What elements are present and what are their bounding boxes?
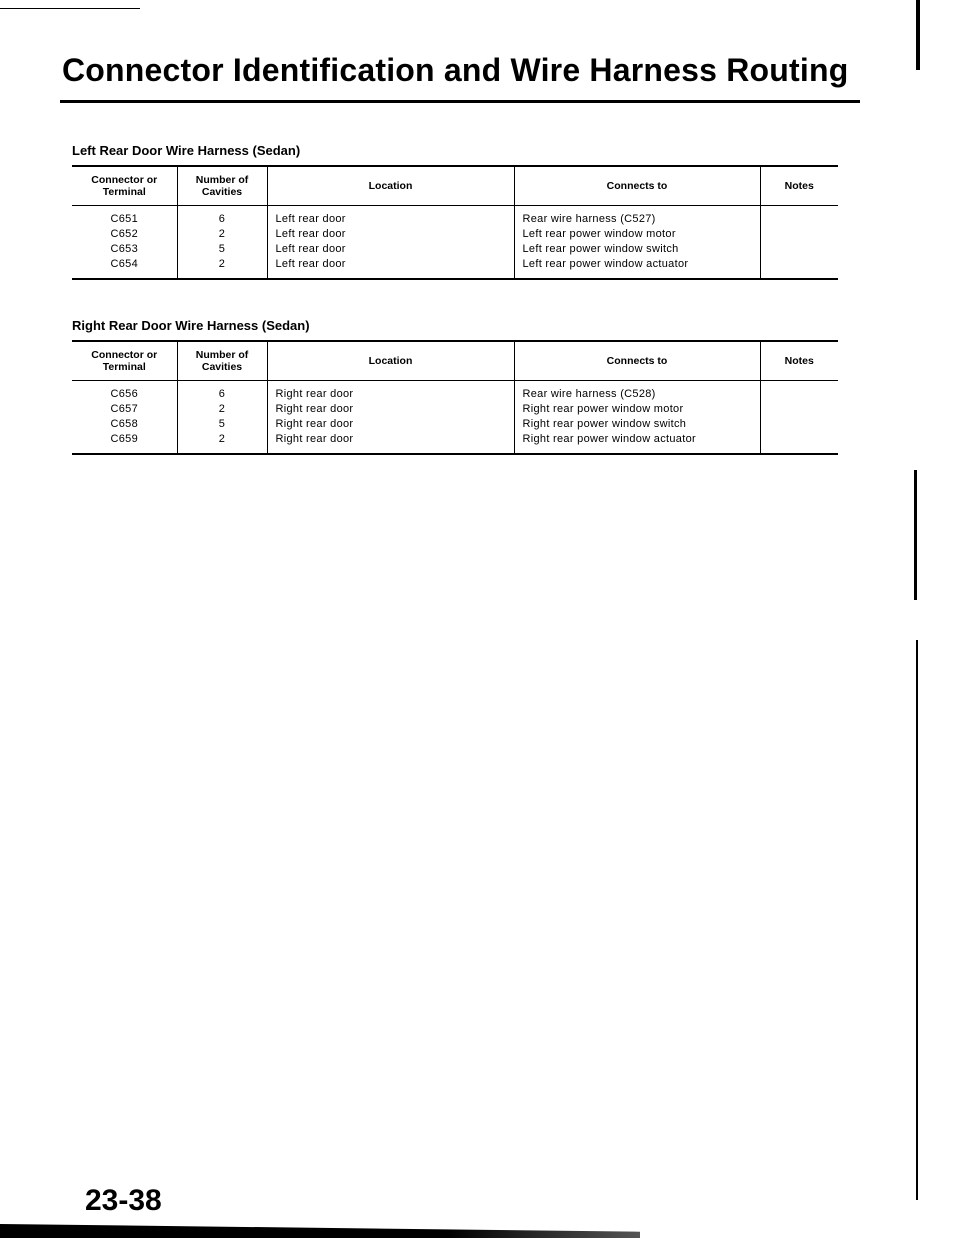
notes-cell [760,206,838,280]
cavities-cell [177,206,267,280]
connects-to-text: Rear wire harness (C527) [522,213,656,225]
col-header-notes: Notes [760,341,838,381]
right-margin-bar [916,640,918,1200]
cavity-count: 5 [218,418,226,430]
table-row [72,381,838,455]
cavity-count: 2 [218,433,226,445]
connector-id: C659 [110,433,138,445]
location-text: Left rear door [275,228,346,240]
table-row [72,206,838,280]
connector-cell [72,206,177,280]
connects-to-text: Left rear power window motor [522,228,676,240]
title-rule [60,100,860,103]
location-cell [267,381,514,455]
connector-id: C658 [110,418,138,430]
notes-cell [760,381,838,455]
connector-id: C656 [110,388,138,400]
location-text: Right rear door [275,433,354,445]
location-text: Left rear door [275,258,346,270]
cavity-count: 6 [218,213,226,225]
right-margin-bar [916,0,920,70]
connects-to-text: Right rear power window actuator [522,433,696,445]
connects-to-cell [514,381,760,455]
cavity-count: 2 [218,228,226,240]
connector-id: C651 [110,213,138,225]
connector-cell [72,381,177,455]
location-cell [267,206,514,280]
col-header-location: Location [267,166,514,206]
harness-table-right [72,340,838,455]
bottom-rule [0,1224,640,1238]
col-header-cavities: Number of Cavities [177,341,267,381]
col-header-connects-to: Connects to [514,166,760,206]
cavity-count: 5 [218,243,226,255]
connects-to-text: Left rear power window switch [522,243,679,255]
col-header-connector: Connector or Terminal [91,349,158,373]
connector-id: C657 [110,403,138,415]
connects-to-text: Right rear power window motor [522,403,684,415]
location-text: Right rear door [275,403,354,415]
col-header-connector: Connector or Terminal [91,174,158,198]
table-caption-left: Left Rear Door Wire Harness (Sedan) [72,143,301,158]
page-number: 23-38 [85,1184,162,1217]
connects-to-text: Right rear power window switch [522,418,687,430]
connects-to-cell [514,206,760,280]
location-text: Right rear door [275,388,354,400]
cavity-count: 6 [218,388,226,400]
top-left-rule [0,8,140,9]
table-header-row [72,166,838,206]
col-header-cavities: Number of Cavities [177,166,267,206]
location-text: Left rear door [275,213,346,225]
col-header-connects-to: Connects to [514,341,760,381]
cavity-count: 2 [218,403,226,415]
cavity-count: 2 [218,258,226,270]
page-title: Connector Identification and Wire Harness Routing [62,52,849,88]
connects-to-text: Left rear power window actuator [522,258,689,270]
harness-table-left [72,165,838,280]
location-text: Right rear door [275,418,354,430]
col-header-location: Location [267,341,514,381]
connector-id: C653 [110,243,138,255]
location-text: Left rear door [275,243,346,255]
connects-to-text: Rear wire harness (C528) [522,388,656,400]
connector-id: C654 [110,258,138,270]
cavities-cell [177,381,267,455]
right-margin-bar [914,470,917,600]
table-header-row [72,341,838,381]
connector-id: C652 [110,228,138,240]
col-header-notes: Notes [760,166,838,206]
table-caption-right: Right Rear Door Wire Harness (Sedan) [72,318,310,333]
